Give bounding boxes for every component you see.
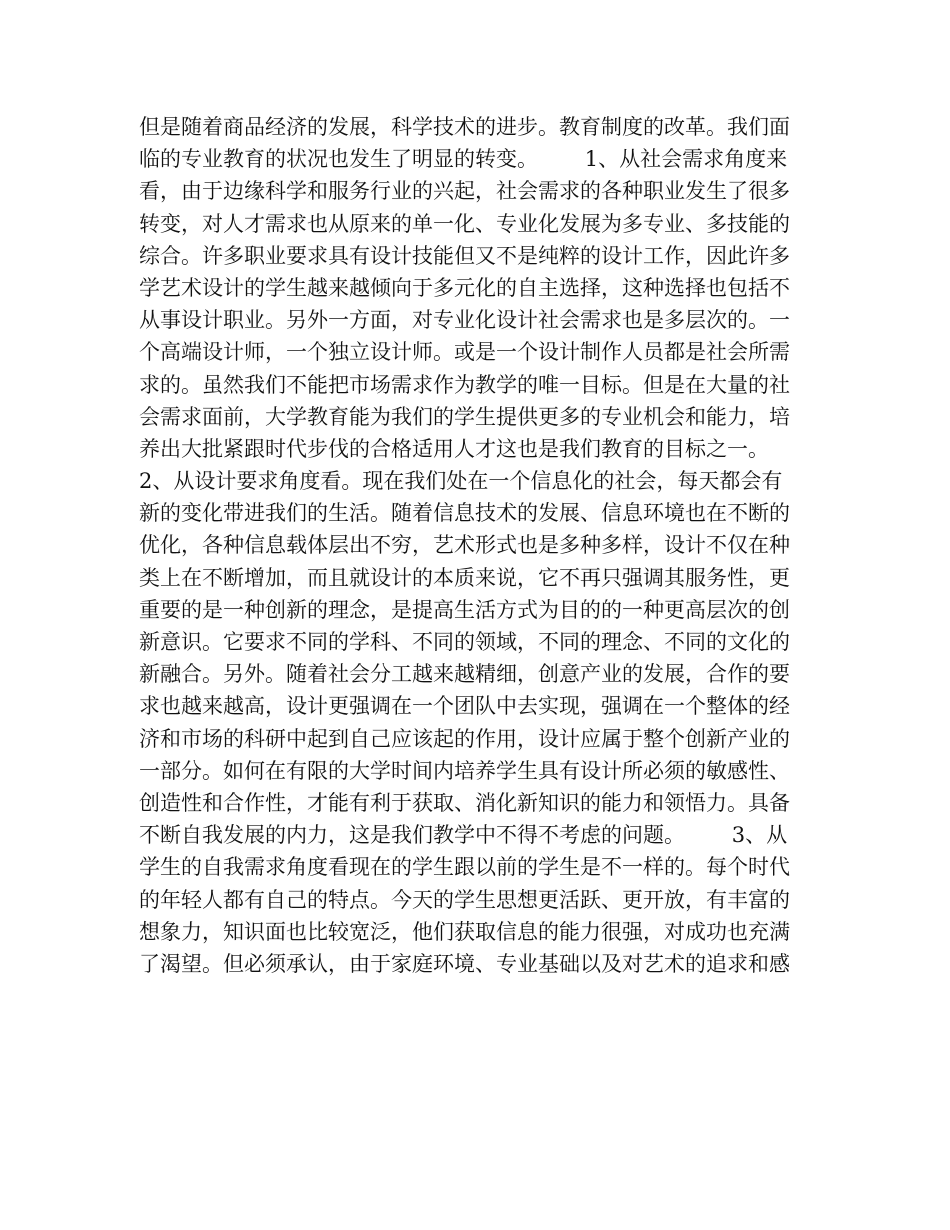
text-line: 个高端设计师，一个独立设计师。或是一个设计制作人员都是社会所需 bbox=[139, 340, 790, 365]
text-line: 优化，各种信息载体层出不穷，艺术形式也是多种多样，设计不仅在种 bbox=[139, 533, 790, 558]
text-line: 济和市场的科研中起到自己应该起的作用，设计应属于整个创新产业的 bbox=[139, 726, 790, 751]
text-line: 不断自我发展的内力，这是我们教学中不得不考虑的问题。 3、从 bbox=[139, 823, 788, 848]
text-line: 学生的自我需求角度看现在的学生跟以前的学生是不一样的。每个时代 bbox=[139, 855, 790, 880]
text-line: 看，由于边缘科学和服务行业的兴起，社会需求的各种职业发生了很多 bbox=[139, 179, 790, 204]
text-line: 综合。许多职业要求具有设计技能但又不是纯粹的设计工作，因此许多 bbox=[139, 243, 790, 268]
text-line: 但是随着商品经济的发展，科学技术的进步。教育制度的改革。我们面 bbox=[139, 115, 790, 139]
text-line: 新融合。另外。随着社会分工越来越精细，创意产业的发展，合作的要 bbox=[139, 662, 790, 687]
text-line: 想象力，知识面也比较宽泛，他们获取信息的能力很强，对成功也充满 bbox=[139, 919, 790, 944]
text-line: 一部分。如何在有限的大学时间内培养学生具有设计所必须的敏感性、 bbox=[139, 758, 790, 783]
text-line: 类上在不断增加，而且就设计的本质来说，它不再只强调其服务性，更 bbox=[139, 565, 790, 590]
text-line: 求的。虽然我们不能把市场需求作为教学的唯一目标。但是在大量的社 bbox=[139, 372, 790, 397]
text-line: 重要的是一种创新的理念，是提高生活方式为目的的一种更高层次的创 bbox=[139, 597, 790, 622]
text-line: 新的变化带进我们的生活。随着信息技术的发展、信息环境也在不断的 bbox=[139, 501, 790, 526]
text-line: 转变，对人才需求也从原来的单一化、专业化发展为多专业、多技能的 bbox=[139, 211, 790, 236]
text-line: 学艺术设计的学生越来越倾向于多元化的自主选择，这种选择也包括不 bbox=[139, 275, 790, 300]
text-line: 从事设计职业。另外一方面，对专业化设计社会需求也是多层次的。一 bbox=[139, 308, 790, 333]
text-line: 2、从设计要求角度看。现在我们处在一个信息化的社会，每天都会有 bbox=[139, 469, 783, 494]
text-line: 求也越来越高，设计更强调在一个团队中去实现，强调在一个整体的经 bbox=[139, 694, 790, 719]
text-line: 会需求面前，大学教育能为我们的学生提供更多的专业机会和能力，培 bbox=[139, 404, 790, 429]
text-line: 新意识。它要求不同的学科、不同的领域，不同的理念、不同的文化的 bbox=[139, 630, 790, 654]
text-line: 临的专业教育的状况也发生了明显的转变。 1、从社会需求角度来 bbox=[139, 147, 788, 172]
text-line: 了渴望。但必须承认，由于家庭环境、专业基础以及对艺术的追求和感 bbox=[139, 951, 790, 976]
text-line: 的年轻人都有自己的特点。今天的学生思想更活跃、更开放，有丰富的 bbox=[139, 887, 790, 912]
text-line: 养出大批紧跟时代步伐的合格适用人才这也是我们教育的目标之一。 bbox=[139, 436, 769, 461]
text-line: 创造性和合作性，才能有利于获取、消化新知识的能力和领悟力。具备 bbox=[139, 790, 790, 815]
body-text bbox=[139, 111, 819, 980]
